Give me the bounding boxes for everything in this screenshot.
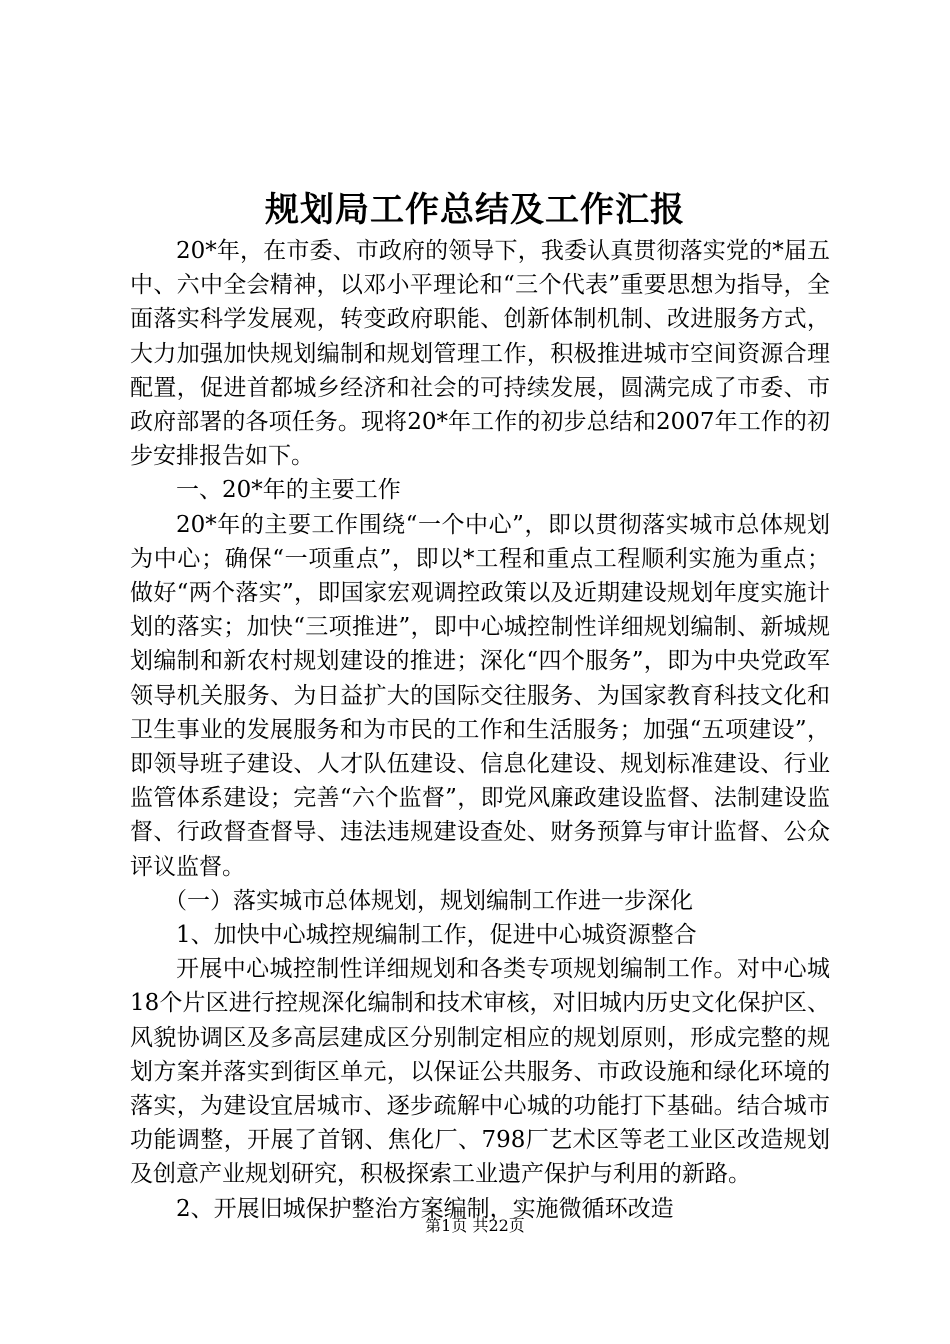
section-paragraph: 20*年的主要工作围绕“一个中心”，即以贯彻落实城市总体规划为中心；确保“一项重点”，即以*工程和重点工程顺利实施为重点；做好“两个落实”，即国家宏观调控政策以及近期建设规划年度实施计划的落实；加快“三项推进”，即中心城控制性详细规划编制、新城规划编制和新农村规划建设的推进；深化“四个服务”，即为中央党政军领导机关服务、为日益扩大的国际交往服务、为国家教育科技文化和卫生事业的发展服务和为市民的工作和生活服务；加强“五项建设”，即领导班子建设、人才队伍建设、信息化建设、规划标准建设、行业监管体系建设；完善“六个监督”，即党风廉政建设监督、法制建设监督、行政督查督导、违法违规建设查处、财务预算与审计监督、公众评议监督。 [130,511,830,880]
item-heading-1: 1、加快中心城控规编制工作，促进中心城资源整合 [176,922,697,949]
page-number-footer: 第1页 共22页 [425,1216,525,1235]
document-title: 规划局工作总结及工作汇报 [265,190,685,230]
item-heading-2: 2、开展旧城保护整治方案编制，实施微循环改造 [176,1195,674,1222]
subsection-heading: （一）落实城市总体规划，规划编制工作进一步深化 [164,887,693,914]
intro-paragraph: 20*年，在市委、市政府的领导下，我委认真贯彻落实党的*届五中、六中全会精神，以邓小平理论和“三个代表”重要思想为指导，全面落实科学发展观，转变政府职能、创新体制机制、改进服务方式，大力加强加快规划编制和规划管理工作，积极推进城市空间资源合理配置，促进首都城乡经济和社会的可持续发展，圆满完成了市委、市政府部署的各项任务。现将20*年工作的初步总结和2007年工作的初步安排报告如下。 [130,238,830,470]
document-body [130,234,830,1226]
section-heading: 一、20*年的主要工作 [176,477,401,504]
item-paragraph-1: 开展中心城控制性详细规划和各类专项规划编制工作。对中心城18个片区进行控规深化编制和技术审核，对旧城内历史文化保护区、风貌协调区及多高层建成区分别制定相应的规划原则，形成完整的规划方案并落实到街区单元，以保证公共服务、市政设施和绿化环境的落实，为建设宜居城市、逐步疏解中心城的功能打下基础。结合城市功能调整，开展了首钢、焦化厂、798厂艺术区等老工业区改造规划及创意产业规划研究，积极探索工业遗产保护与利用的新路。 [130,956,830,1188]
